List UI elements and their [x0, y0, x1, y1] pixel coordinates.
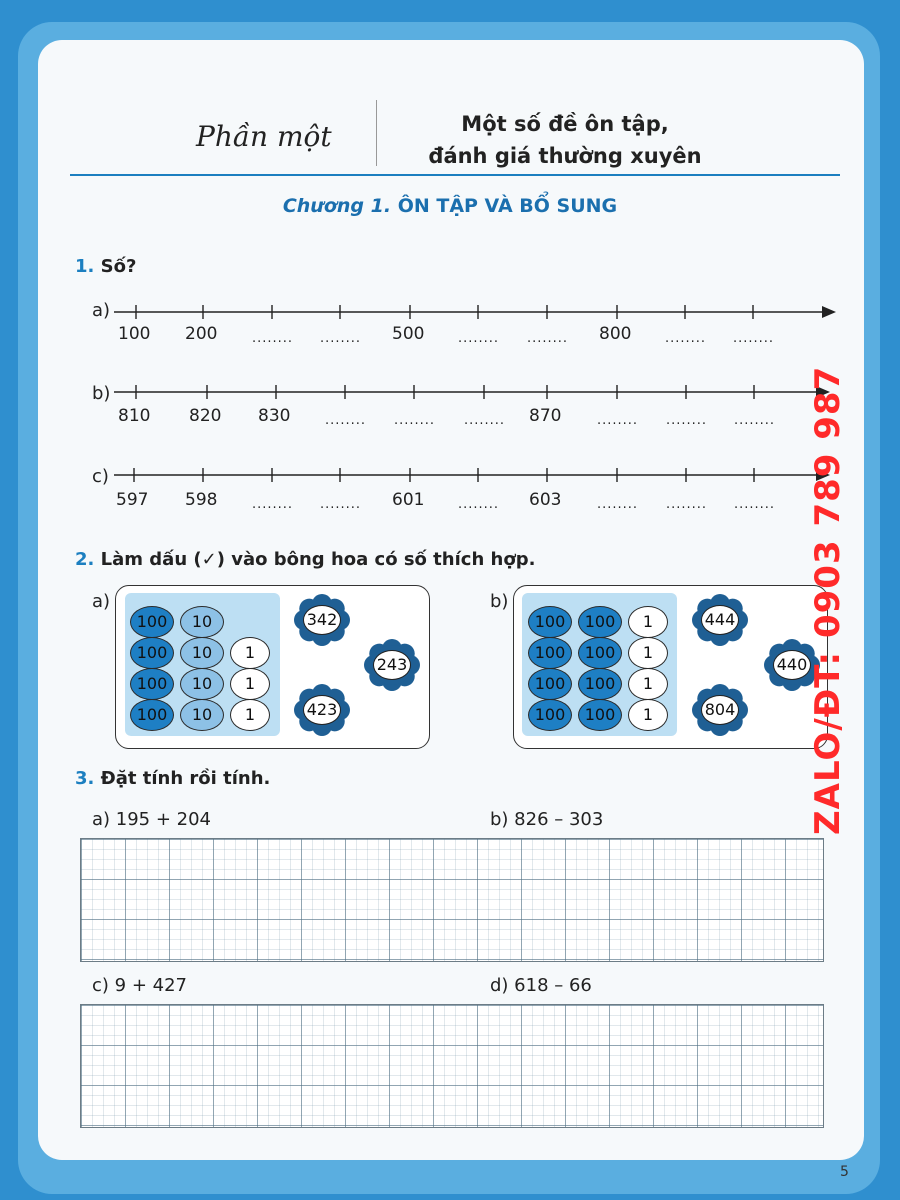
number-line-value: 870	[529, 406, 562, 426]
place-value-disc-100: 100	[578, 637, 622, 669]
place-value-disc-1: 1	[628, 668, 668, 700]
number-line-value: 598	[185, 490, 218, 510]
number-line-blank[interactable]: ........	[734, 497, 776, 512]
number-line-blank[interactable]: ........	[597, 497, 639, 512]
place-value-disc-1: 1	[230, 668, 270, 700]
place-value-disc-100: 100	[528, 606, 572, 638]
exercise-3a-label: a) 195 + 204	[92, 809, 212, 830]
number-line-blank[interactable]: ........	[252, 331, 294, 346]
number-line-blank[interactable]: ........	[665, 331, 707, 346]
exercise-3b-label: b) 826 – 303	[490, 809, 604, 830]
question-3-number: 3.	[75, 768, 95, 789]
flower-number: 342	[303, 605, 341, 635]
flower-choice-444[interactable]	[690, 590, 750, 650]
number-line-a-label: a)	[92, 300, 111, 321]
part-heading: Phần một	[196, 120, 332, 153]
number-line-b-label: b)	[92, 383, 111, 404]
number-line-value: 603	[529, 490, 562, 510]
question-2a-label: a)	[92, 591, 111, 612]
flower-number: 243	[373, 650, 411, 680]
number-line-value: 820	[189, 406, 222, 426]
place-value-disc-100: 100	[130, 699, 174, 731]
section-title-line2: đánh giá thường xuyên	[428, 144, 702, 168]
chapter-prefix: Chương 1.	[282, 195, 392, 217]
exercise-3c-label: c) 9 + 427	[92, 975, 187, 996]
number-line-value: 100	[118, 324, 151, 344]
flower-number: 423	[303, 695, 341, 725]
question-1-number: 1.	[75, 256, 95, 277]
place-value-disc-100: 100	[528, 699, 572, 731]
place-value-disc-100: 100	[528, 668, 572, 700]
question-1-title: Số?	[100, 256, 137, 277]
number-line-value: 500	[392, 324, 425, 344]
place-value-disc-100: 100	[130, 606, 174, 638]
number-line-blank[interactable]: ........	[252, 497, 294, 512]
question-2-number: 2.	[75, 549, 95, 570]
number-line-value: 200	[185, 324, 218, 344]
place-value-disc-100: 100	[578, 606, 622, 638]
number-line-blank[interactable]: ........	[458, 331, 500, 346]
question-2b-label: b)	[490, 591, 509, 612]
place-value-disc-1: 1	[628, 637, 668, 669]
place-value-disc-100: 100	[130, 668, 174, 700]
number-line-value: 810	[118, 406, 151, 426]
place-value-disc-10: 10	[180, 668, 224, 700]
flower-number: 444	[701, 605, 739, 635]
place-value-disc-10: 10	[180, 606, 224, 638]
flower-choice-804[interactable]	[690, 680, 750, 740]
place-value-disc-100: 100	[130, 637, 174, 669]
place-value-disc-1: 1	[230, 699, 270, 731]
number-line-blank[interactable]: ........	[527, 331, 569, 346]
question-2-title: Làm dấu (✓) vào bông hoa có số thích hợp.	[100, 549, 536, 570]
contact-watermark: ZALO/ĐT: 0903 789 987	[808, 365, 848, 835]
number-line-value: 597	[116, 490, 149, 510]
place-value-disc-1: 1	[628, 699, 668, 731]
number-line-blank[interactable]: ........	[458, 497, 500, 512]
place-value-disc-100: 100	[528, 637, 572, 669]
number-line-ticks	[134, 305, 754, 482]
number-line-blank[interactable]: ........	[597, 413, 639, 428]
number-line-blank[interactable]: ........	[320, 331, 362, 346]
place-value-disc-100: 100	[578, 668, 622, 700]
question-3-heading	[75, 768, 270, 789]
chapter-name: ÔN TẬP VÀ BỔ SUNG	[397, 195, 618, 217]
question-3-title: Đặt tính rồi tính.	[100, 768, 271, 789]
section-title-line1: Một số đề ôn tập,	[461, 112, 669, 136]
answer-grid-ab[interactable]	[80, 838, 824, 962]
number-line-value: 800	[599, 324, 632, 344]
question-2-heading	[75, 549, 535, 570]
place-value-disc-10: 10	[180, 637, 224, 669]
number-line-blank[interactable]: ........	[394, 413, 436, 428]
number-line-b-axis	[114, 386, 830, 398]
number-line-blank[interactable]: ........	[464, 413, 506, 428]
flower-number: 440	[773, 650, 811, 680]
number-line-blank[interactable]: ........	[325, 413, 367, 428]
place-value-disc-100: 100	[578, 699, 622, 731]
number-line-blank[interactable]: ........	[734, 413, 776, 428]
number-line-value: 830	[258, 406, 291, 426]
number-line-a-axis	[114, 306, 836, 318]
page-number: 5	[840, 1164, 849, 1180]
number-line-blank[interactable]: ........	[320, 497, 362, 512]
number-line-value: 601	[392, 490, 425, 510]
number-line-blank[interactable]: ........	[666, 413, 708, 428]
place-value-disc-1: 1	[230, 637, 270, 669]
number-line-blank[interactable]: ........	[733, 331, 775, 346]
flower-number: 804	[701, 695, 739, 725]
number-line-blank[interactable]: ........	[666, 497, 708, 512]
flower-choice-423[interactable]	[292, 680, 352, 740]
answer-grid-cd[interactable]	[80, 1004, 824, 1128]
place-value-disc-10: 10	[180, 699, 224, 731]
place-value-disc-1: 1	[628, 606, 668, 638]
exercise-3d-label: d) 618 – 66	[490, 975, 592, 996]
flower-choice-342[interactable]	[292, 590, 352, 650]
number-line-c-label: c)	[92, 466, 109, 487]
flower-choice-243[interactable]	[362, 635, 422, 695]
number-line-c-axis	[114, 469, 830, 481]
